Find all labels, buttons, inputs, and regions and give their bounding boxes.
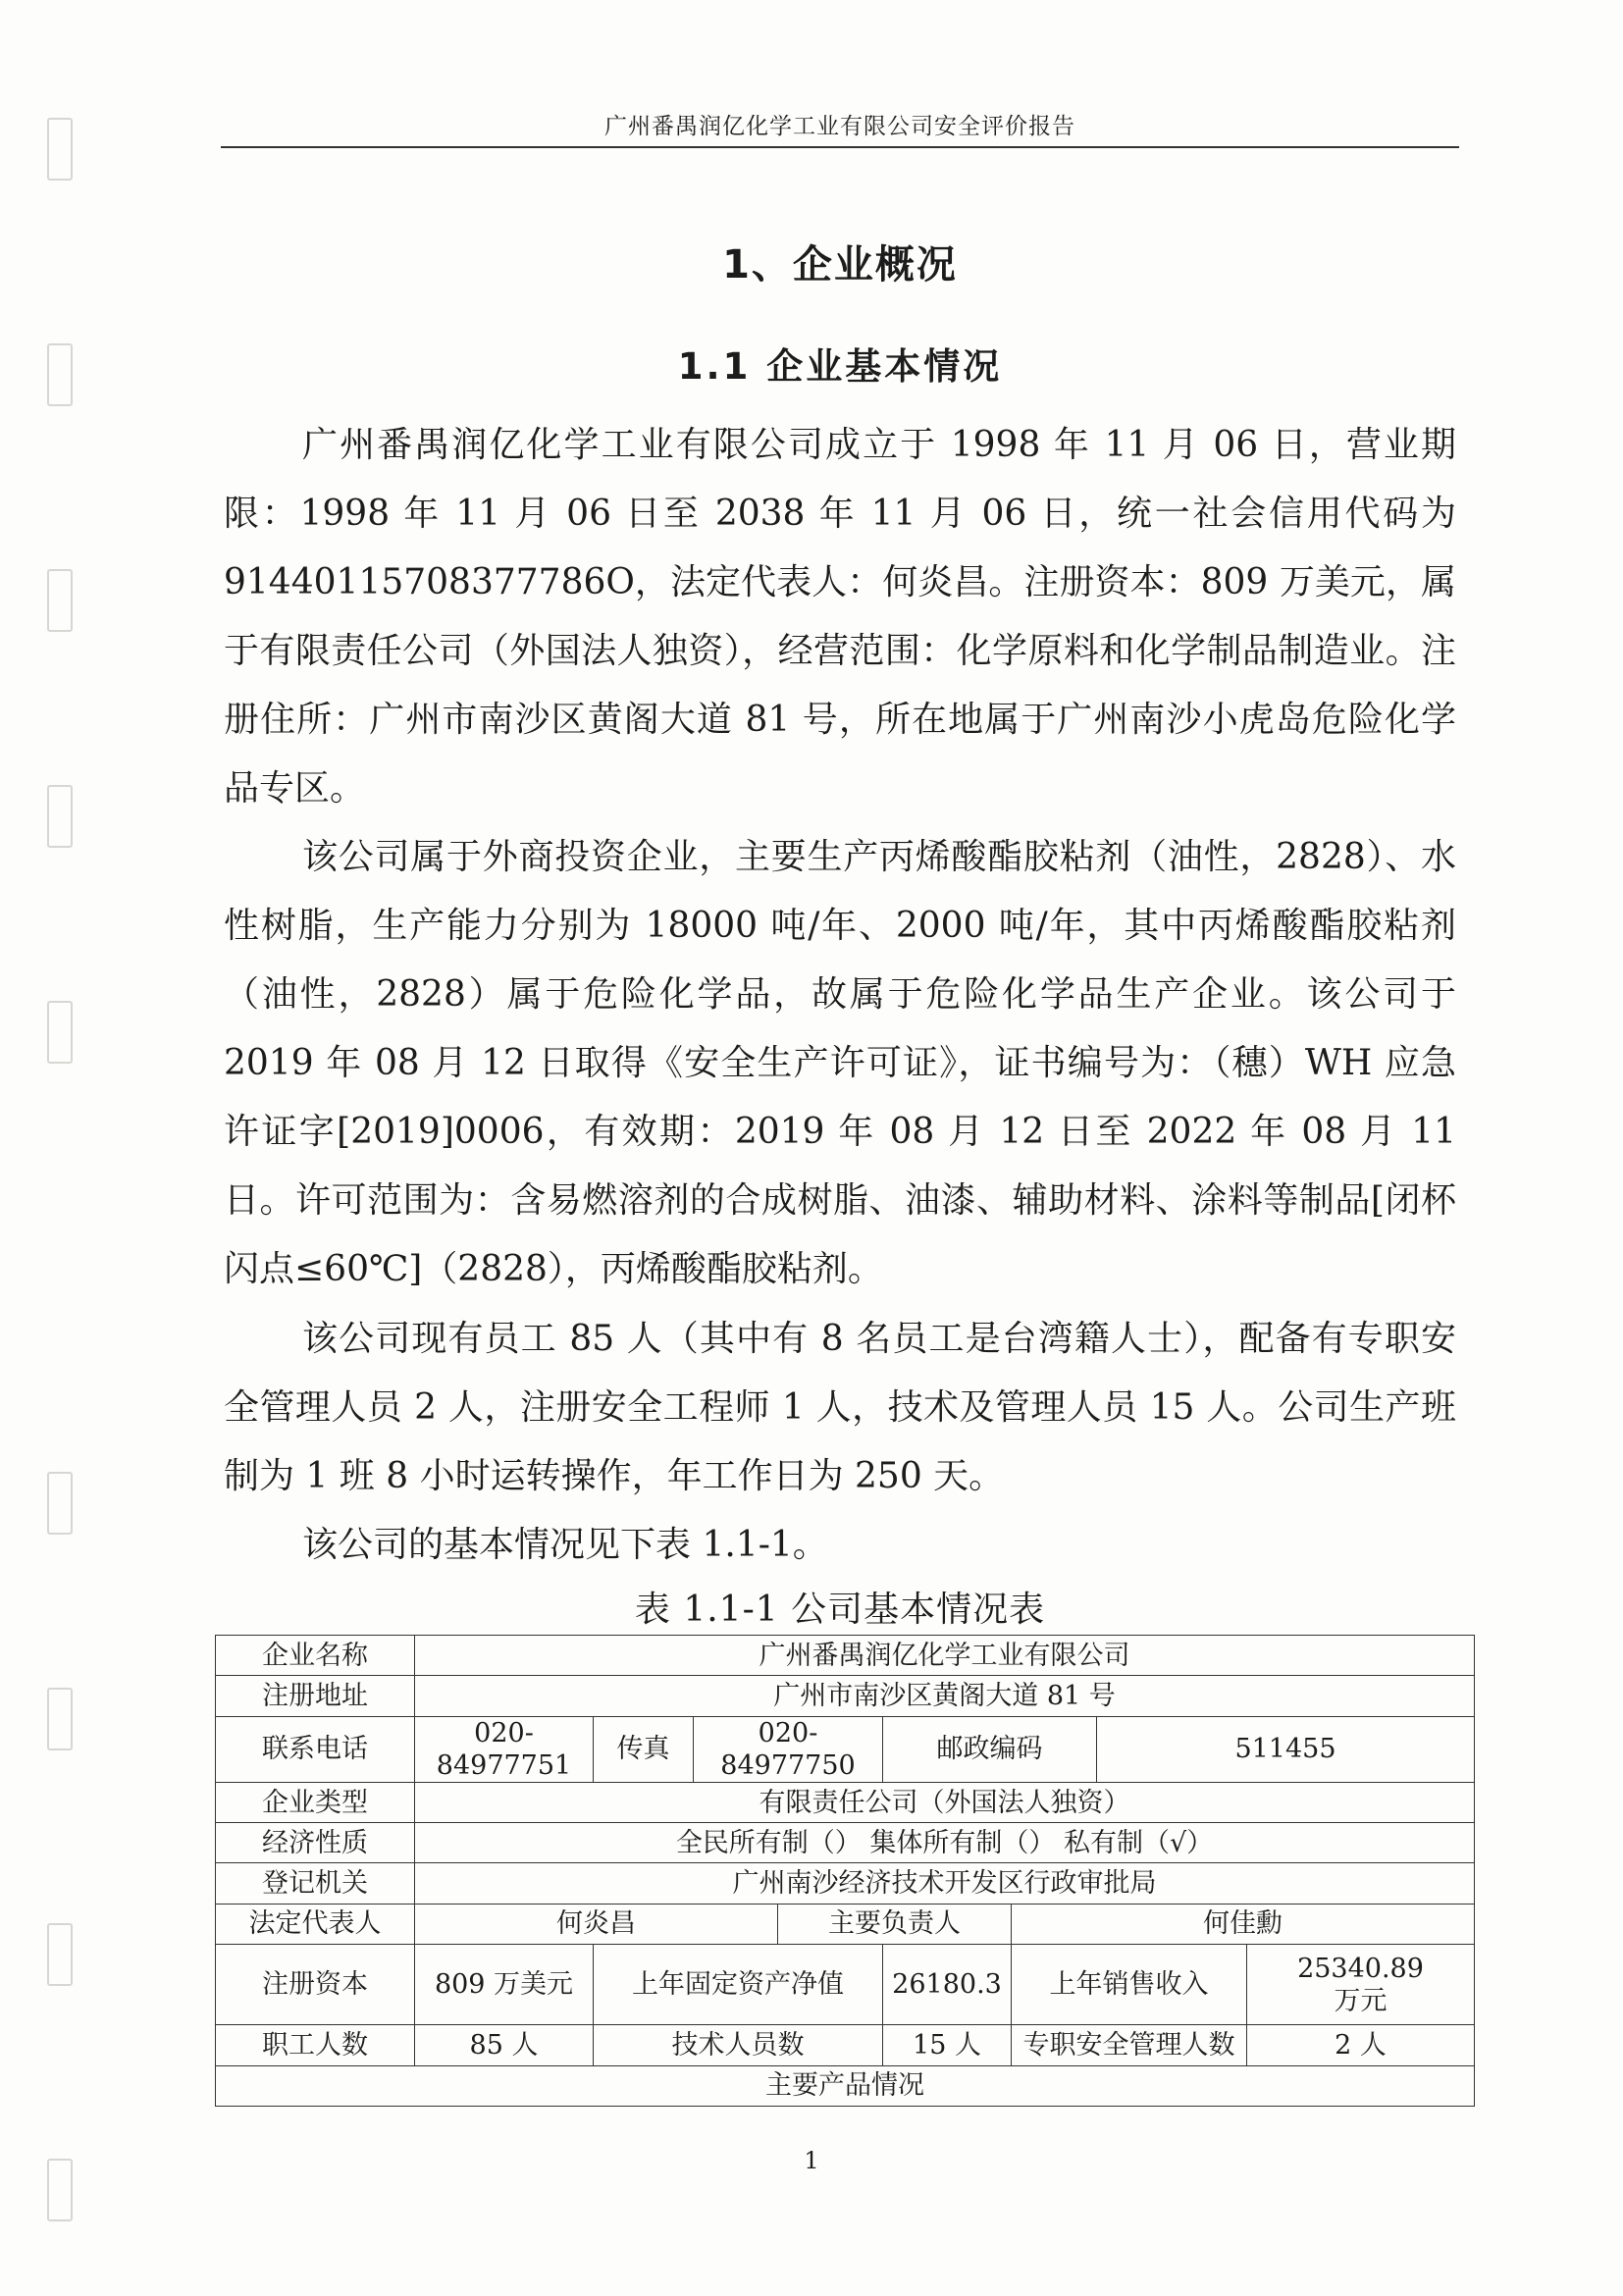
label-sales: 上年销售收入 <box>1012 1944 1247 2025</box>
table-row <box>216 2025 1475 2065</box>
binder-mark <box>47 1688 73 1750</box>
value-safety: 2 人 <box>1247 2025 1475 2065</box>
table-row <box>216 1676 1475 1716</box>
label-company-name: 企业名称 <box>216 1636 415 1676</box>
value-fixed-assets: 26180.3 <box>883 1944 1012 2025</box>
binder-mark <box>47 569 73 632</box>
table-row <box>216 1636 1475 1676</box>
label-phone: 联系电话 <box>216 1716 415 1782</box>
value-address: 广州市南沙区黄阁大道 81 号 <box>415 1676 1475 1716</box>
table-row <box>216 1823 1475 1863</box>
value-sales <box>1247 1944 1475 2025</box>
value-registry: 广州南沙经济技术开发区行政审批局 <box>415 1863 1475 1904</box>
binder-marks <box>47 0 77 2296</box>
binder-mark <box>47 1472 73 1535</box>
binder-mark <box>47 118 73 181</box>
company-info-table <box>215 1635 1475 2107</box>
paragraph-staffing: 该公司现有员工 85 人（其中有 8 名员工是台湾籍人士），配备有专职安全管理人员 2 人，注册安全工程师 1 人，技术及管理人员 15 人。公司生产班制为 1 班 8 小时运转操作，年工作日为 250 天。 <box>224 1319 1456 1496</box>
label-safety: 专职安全管理人数 <box>1012 2025 1247 2065</box>
table-row <box>216 2065 1475 2106</box>
label-staff: 职工人数 <box>216 2025 415 2065</box>
page-number: 1 <box>804 2147 819 2174</box>
label-economy: 经济性质 <box>216 1823 415 1863</box>
binder-mark <box>47 785 73 848</box>
value-legal-rep: 何炎昌 <box>415 1904 778 1944</box>
label-registry: 登记机关 <box>216 1863 415 1904</box>
value-phone: 020-84977751 <box>415 1716 594 1782</box>
label-main-products: 主要产品情况 <box>216 2065 1475 2106</box>
binder-mark <box>47 343 73 406</box>
table-row <box>216 1863 1475 1904</box>
value-fax: 020-84977750 <box>694 1716 883 1782</box>
value-company-type: 有限责任公司（外国法人独资） <box>415 1782 1475 1822</box>
running-header: 广州番禺润亿化学工业有限公司安全评价报告 <box>604 114 1075 139</box>
header-rule <box>221 146 1459 148</box>
value-postcode: 511455 <box>1097 1716 1475 1782</box>
label-company-type: 企业类型 <box>216 1782 415 1822</box>
label-legal-rep: 法定代表人 <box>216 1904 415 1944</box>
binder-mark <box>47 1001 73 1064</box>
paragraph-table-reference: 该公司的基本情况见下表 1.1-1。 <box>302 1525 828 1565</box>
label-fixed-assets: 上年固定资产净值 <box>594 1944 883 2025</box>
value-sales-unit: 万元 <box>1334 1985 1387 2016</box>
value-company-name: 广州番禺润亿化学工业有限公司 <box>415 1636 1475 1676</box>
value-staff: 85 人 <box>415 2025 594 2065</box>
value-tech: 15 人 <box>883 2025 1012 2065</box>
label-capital: 注册资本 <box>216 1944 415 2025</box>
chapter-title: 1、企业概况 <box>722 242 958 287</box>
table-row <box>216 1782 1475 1822</box>
value-sales-amount: 25340.89 <box>1297 1953 1424 1984</box>
value-economy: 全民所有制（） 集体所有制（） 私有制（√） <box>415 1823 1475 1863</box>
value-capital: 809 万美元 <box>415 1944 594 2025</box>
value-principal: 何佳勳 <box>1012 1904 1475 1944</box>
label-principal: 主要负责人 <box>778 1904 1012 1944</box>
paragraph-company-overview: 广州番禺润亿化学工业有限公司成立于 1998 年 11 月 06 日，营业期限：1998 年 11 月 06 日至 2038 年 11 月 06 日，统一社会信用代码为 91440115708377786O，法定代表人：何炎昌。注册资本：809 万美元，属于有限责任公司（外国法人独资），经营范围：化学原料和化学制品制造业。注册住所：广州市南沙区黄阁大道 81 号，所在地属于广州南沙小虎岛危险化学品专区。 <box>224 425 1456 809</box>
table-row <box>216 1716 1475 1782</box>
table-row <box>216 1944 1475 2025</box>
paragraph-products-license: 该公司属于外商投资企业，主要生产丙烯酸酯胶粘剂（油性，2828）、水性树脂，生产能力分别为 18000 吨/年、2000 吨/年，其中丙烯酸酯胶粘剂（油性，2828）属于危险化学品，故属于危险化学品生产企业。该公司于 2019 年 08 月 12 日取得《安全生产许可证》，证书编号为：（穗）WH 应急许证字[2019]0006，有效期：2019 年 08 月 12 日至 2022 年 08 月 11 日。许可范围为：含易燃溶剂的合成树脂、油漆、辅助材料、涂料等制品[闭杯闪点≤60℃]（2828），丙烯酸酯胶粘剂。 <box>224 837 1456 1289</box>
table-caption: 表 1.1-1 公司基本情况表 <box>634 1590 1046 1630</box>
label-tech: 技术人员数 <box>594 2025 883 2065</box>
label-address: 注册地址 <box>216 1676 415 1716</box>
table-row <box>216 1904 1475 1944</box>
label-postcode: 邮政编码 <box>883 1716 1097 1782</box>
section-title: 1.1 企业基本情况 <box>677 345 1003 388</box>
label-fax: 传真 <box>594 1716 694 1782</box>
binder-mark <box>47 1923 73 1986</box>
